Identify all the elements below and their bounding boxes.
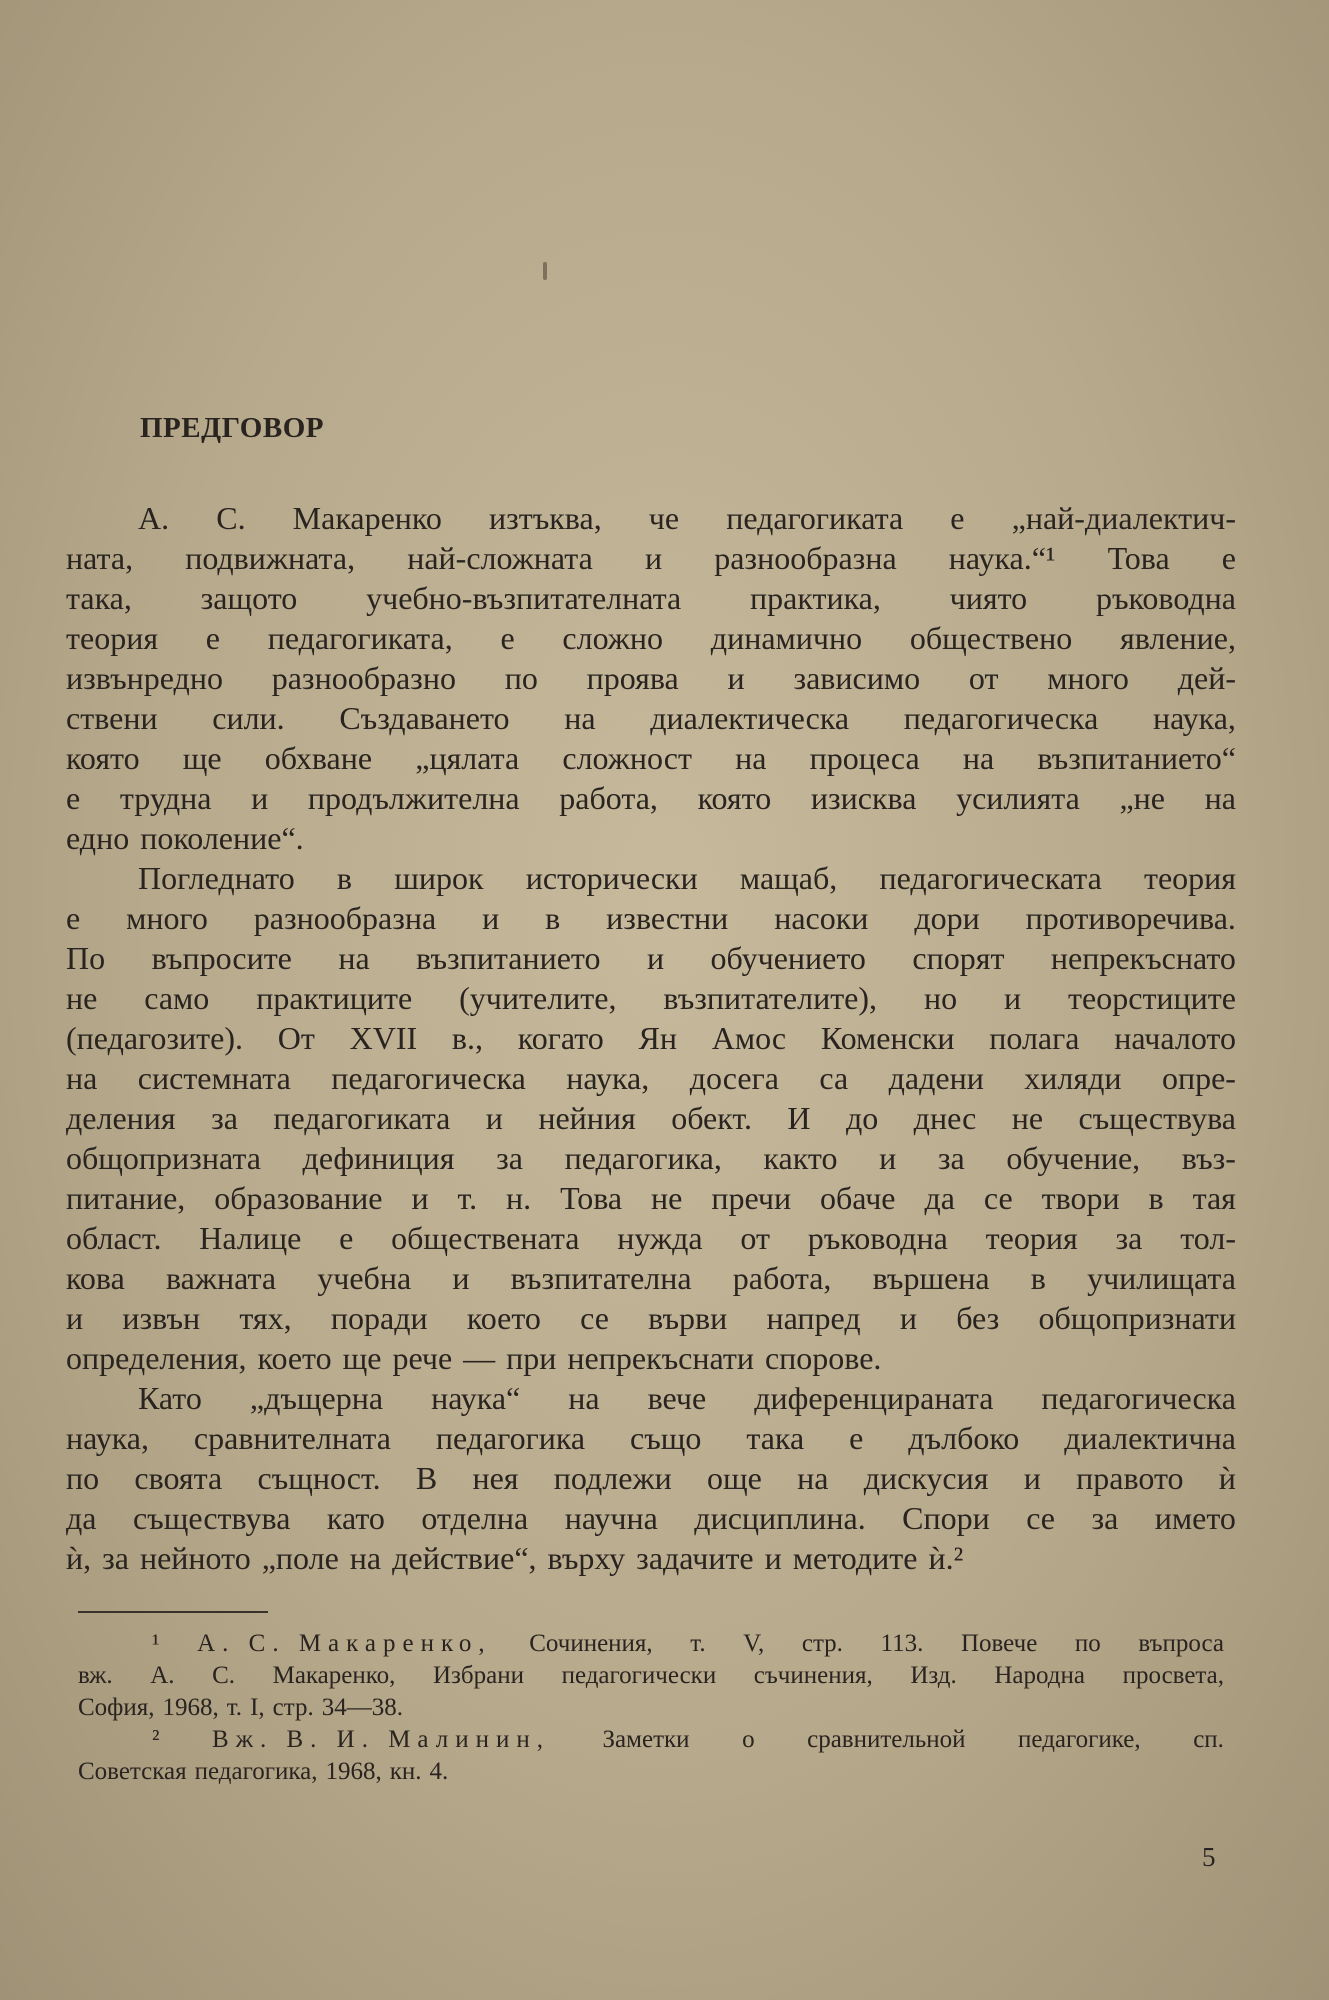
text-line: област. Налице е обществената нужда от ръководна теория за тол- — [66, 1220, 1236, 1256]
text-line: която ще обхване „цялата сложност на процеса на възпитанието“ — [66, 740, 1236, 776]
text-line: едно поколение“. — [66, 820, 304, 856]
text-line: е трудна и продължителна работа, която изисква усилията „не на — [66, 780, 1236, 816]
text-line: Като „дъщерна наука“ на вече диференцираната педагогическа — [138, 1380, 1236, 1416]
text-line: кова важната учебна и възпитателна работа, вършена в училищата — [66, 1260, 1236, 1296]
page-heading: ПРЕДГОВОР — [140, 412, 324, 444]
text-line: ната, подвижната, най-сложната и разнообразна наука.“¹ Това е — [66, 540, 1236, 576]
text-line: и извън тях, поради което се върви напред и без общопризнати — [66, 1300, 1236, 1336]
text-line: наука, сравнителната педагогика също така е дълбоко диалектична — [66, 1420, 1236, 1456]
footnote-marker: ¹ — [152, 1630, 160, 1657]
text-line: определения, което ще рече — при непрекъснати спорове. — [66, 1340, 882, 1376]
footnote-line: ² Вж. В. И. Малинин, Заметки о сравнительной педагогике, сп. — [78, 1724, 1224, 1756]
footnote-line: София, 1968, т. I, стр. 34—38. — [78, 1694, 403, 1721]
text-line: така, защото учебно-възпитателната практика, чиято ръководна — [66, 580, 1236, 616]
text-line: общопризната дефиниция за педагогика, както и за обучение, въз- — [66, 1140, 1236, 1176]
main-text — [66, 498, 1236, 1578]
text-line: теория е педагогиката, е сложно динамично обществено явление, — [66, 620, 1236, 656]
text-line: деления за педагогиката и нейния обект. И до днес не съществува — [66, 1100, 1236, 1136]
text-line: на системната педагогическа наука, досега са дадени хиляди опре- — [66, 1060, 1236, 1096]
page-number: 5 — [1202, 1842, 1216, 1872]
footnote-line: Советская педагогика, 1968, кн. 4. — [78, 1758, 449, 1785]
footnote-marker: ² — [152, 1726, 160, 1753]
text-line: По въпросите на възпитанието и обучението спорят непрекъснато — [66, 940, 1236, 976]
text-line: ѝ, за нейното „поле на действие“, върху задачите и методите ѝ.² — [66, 1540, 964, 1576]
footnote-author: Вж. В. И. Малинин, — [212, 1726, 550, 1753]
text-line: ствени сили. Създаването на диалектическа педагогическа наука, — [66, 700, 1236, 736]
paper-blemish — [543, 262, 547, 280]
footnote-line: ¹ А. С. Макаренко, Сочинения, т. V, стр. 113. Повече по въпроса — [78, 1628, 1224, 1660]
text-line: е много разнообразна и в известни насоки дори противоречива. — [66, 900, 1236, 936]
footnotes — [78, 1628, 1224, 1788]
text-line: Погледнато в широк исторически мащаб, педагогическата теория — [138, 860, 1236, 896]
footnote-separator — [78, 1611, 268, 1613]
text-line: (педагозите). От XVII в., когато Ян Амос Коменски полага началото — [66, 1020, 1236, 1056]
footnote-line: вж. А. С. Макаренко, Избрани педагогически съчинения, Изд. Народна просвета, — [78, 1662, 1224, 1689]
text-line: не само практиците (учителите, възпитателите), но и теорстиците — [66, 980, 1236, 1016]
text-line: А. С. Макаренко изтъква, че педагогиката е „най-диалектич- — [138, 500, 1236, 536]
text-line: да съществува като отделна научна дисциплина. Спори се за името — [66, 1500, 1236, 1536]
text-line: питание, образование и т. н. Това не пречи обаче да се твори в тая — [66, 1180, 1236, 1216]
footnote-author: А. С. Макаренко, — [197, 1630, 492, 1657]
text-line: извънредно разнообразно по проява и зависимо от много дей- — [66, 660, 1236, 696]
text-line: по своята същност. В нея подлежи още на дискусия и правото ѝ — [66, 1460, 1236, 1496]
